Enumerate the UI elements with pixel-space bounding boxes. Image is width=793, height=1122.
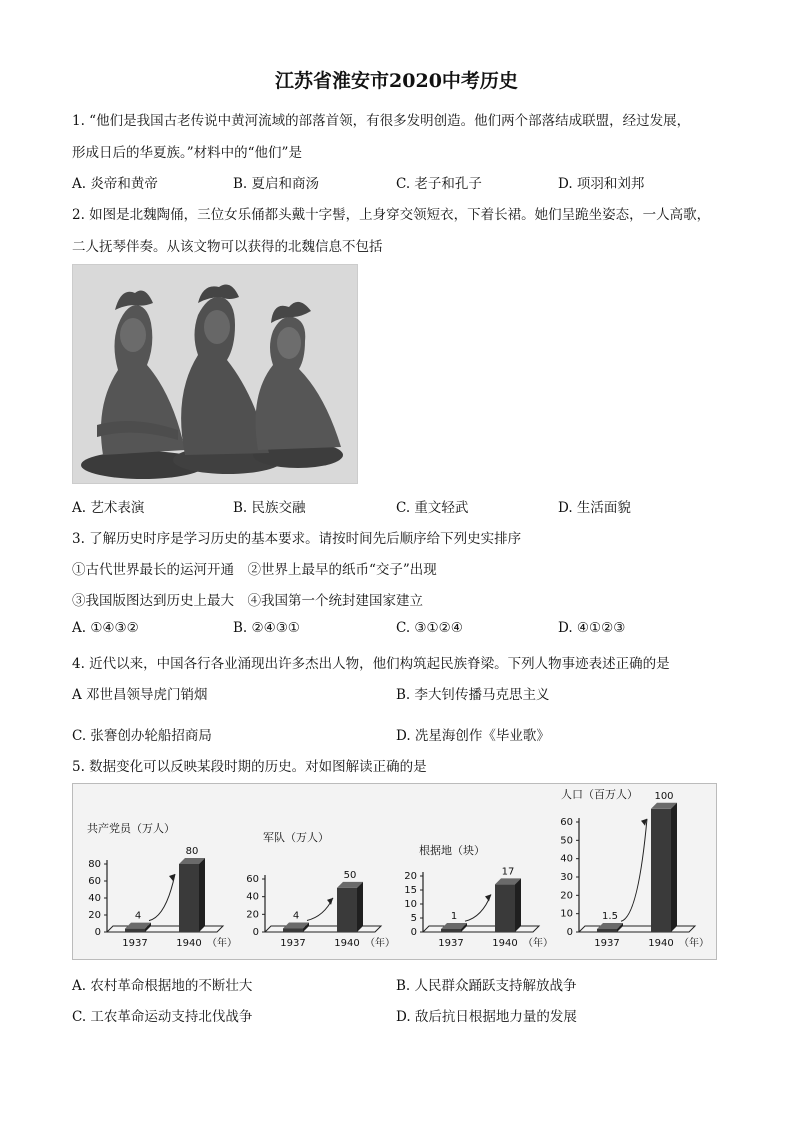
q1-option-a[interactable]: A. 炎帝和黄帝 (72, 176, 158, 192)
q3-option-c[interactable]: C. ③①②④ (396, 620, 463, 636)
y-tick-label: 30 (560, 872, 573, 883)
x-tick-label: 1940 (334, 938, 360, 949)
y-tick-label: 40 (560, 853, 573, 865)
x-tick-label: 1940 (176, 938, 202, 949)
y-tick-label: 10 (560, 908, 573, 920)
trend-arrow (621, 819, 647, 921)
x-tick-label: 1940 (648, 938, 674, 949)
chart-title: 共产党员（万人） (87, 822, 175, 835)
chart-title: 人口（百万人） (561, 788, 638, 801)
chart-floor (107, 926, 223, 932)
bar-1937 (283, 928, 303, 932)
x-tick-label: 1937 (122, 938, 148, 949)
q3-option-d[interactable]: D. ④①②③ (558, 620, 626, 636)
q5-option-d[interactable]: D. 敌后抗日根据地力量的发展 (396, 1009, 577, 1025)
x-axis-label: （年） (207, 938, 237, 949)
data-label: 17 (501, 866, 515, 878)
q5-option-c[interactable]: C. 工农革命运动支持北伐战争 (72, 1009, 253, 1025)
q1-option-b[interactable]: B. 夏启和商汤 (233, 176, 320, 192)
y-tick-label: 10 (404, 899, 417, 910)
bar-side (357, 882, 363, 932)
chart-floor (423, 926, 539, 932)
q4-option-b[interactable]: B. 李大钊传播马克思主义 (396, 687, 550, 703)
q4-stem: 4. 近代以来，中国各行各业涌现出许多杰出人物，他们构筑起民族脊梁。下列人物事迹表述正确的是 (72, 656, 670, 672)
y-tick-label: 40 (246, 891, 259, 903)
bar-1940 (337, 888, 357, 932)
x-axis-label: （年） (679, 938, 709, 949)
q2-stem-line1: 2. 如图是北魏陶俑，三位女乐俑都头戴十字髻，上身穿交领短衣，下着长裙。她们呈跪坐姿态，一人高歌， (72, 207, 711, 223)
x-tick-label: 1940 (492, 938, 518, 949)
y-tick-label: 0 (566, 927, 573, 938)
y-tick-label: 60 (560, 817, 573, 828)
bar-1940 (495, 884, 515, 932)
y-tick-label: 60 (246, 874, 259, 885)
q1-option-d[interactable]: D. 项羽和刘邦 (558, 176, 645, 192)
q4-option-d[interactable]: D. 冼星海创作《毕业歌》 (396, 728, 550, 744)
q2-option-c[interactable]: C. 重文轻武 (396, 500, 469, 516)
data-label: 80 (185, 846, 199, 857)
q3-option-b[interactable]: B. ②④③① (233, 620, 300, 636)
bar-1940 (651, 809, 671, 932)
y-tick-label: 60 (88, 876, 101, 887)
q3-option-a[interactable]: A. ①④③② (72, 620, 139, 636)
y-tick-label: 20 (560, 890, 573, 902)
q1-option-c[interactable]: C. 老子和孔子 (396, 176, 482, 192)
data-label: 100 (654, 790, 674, 802)
y-tick-label: 0 (252, 927, 259, 938)
y-tick-label: 80 (88, 859, 101, 870)
y-tick-label: 15 (404, 885, 417, 896)
q5-stem: 5. 数据变化可以反映某段时期的历史。对如图解读正确的是 (72, 759, 427, 775)
x-axis-label: （年） (523, 938, 553, 949)
q2-option-a[interactable]: A. 艺术表演 (72, 500, 145, 516)
data-label: 4 (134, 910, 142, 922)
q2-stem-line2: 二人抚琴伴奏。从该文物可以获得的北魏信息不包括 (72, 239, 383, 255)
q3-stem-line1: 3. 了解历史时序是学习历史的基本要求。请按时间先后顺序给下列史实排序 (72, 531, 522, 547)
x-axis-label: （年） (365, 938, 395, 949)
bar-side (515, 878, 521, 932)
q4-option-a[interactable]: A 邓世昌领导虎门销烟 (72, 687, 208, 703)
y-tick-label: 50 (560, 835, 573, 847)
bar-side (671, 803, 677, 932)
y-tick-label: 20 (246, 909, 259, 921)
q1-stem-line1: 1. “他们是我国古老传说中黄河流域的部落首领，有很多发明创造。他们两个部落结成联盟，经过发展， (72, 113, 691, 129)
data-label: 4 (292, 910, 300, 922)
pottery-figurines-photo (72, 264, 358, 484)
x-tick-label: 1937 (280, 938, 306, 949)
y-tick-label: 5 (410, 913, 417, 924)
data-label: 50 (343, 869, 357, 881)
bar-1937 (597, 929, 617, 932)
chart-title: 军队（万人） (263, 831, 329, 844)
bar-1937 (125, 929, 145, 932)
y-tick-label: 20 (404, 871, 417, 882)
page-title: 江苏省淮安市2020中考历史 (275, 70, 518, 92)
y-tick-label: 20 (88, 910, 101, 921)
q5-option-a[interactable]: A. 农村革命根据地的不断壮大 (72, 978, 253, 994)
data-label: 1.5 (602, 911, 618, 922)
q3-events-line2: ③我国版图达到历史上最大 ④我国第一个统封建国家建立 (72, 593, 423, 609)
x-tick-label: 1937 (594, 938, 620, 949)
q2-option-b[interactable]: B. 民族交融 (233, 500, 306, 516)
bar-side (199, 858, 205, 932)
y-tick-label: 0 (410, 927, 417, 938)
trend-arrow (149, 874, 175, 921)
chart-title: 根据地（块） (419, 844, 485, 857)
bar-1937 (441, 929, 461, 932)
x-tick-label: 1937 (438, 938, 464, 949)
chart-floor (579, 926, 695, 932)
q5-option-b[interactable]: B. 人民群众踊跃支持解放战争 (396, 978, 577, 994)
bar-1940 (179, 864, 199, 932)
y-tick-label: 0 (94, 927, 101, 938)
q4-option-c[interactable]: C. 张謇创办轮船招商局 (72, 728, 212, 744)
q2-option-d[interactable]: D. 生活面貌 (558, 500, 631, 516)
q3-events-line1: ①古代世界最长的运河开通 ②世界上最早的纸币“交子”出现 (72, 562, 437, 578)
chart-floor (265, 926, 381, 932)
q1-stem-line2: 形成日后的华夏族。”材料中的“他们”是 (72, 145, 302, 161)
data-label: 1 (450, 911, 458, 922)
statistics-chart-figure (72, 783, 717, 960)
y-tick-label: 40 (88, 893, 101, 904)
